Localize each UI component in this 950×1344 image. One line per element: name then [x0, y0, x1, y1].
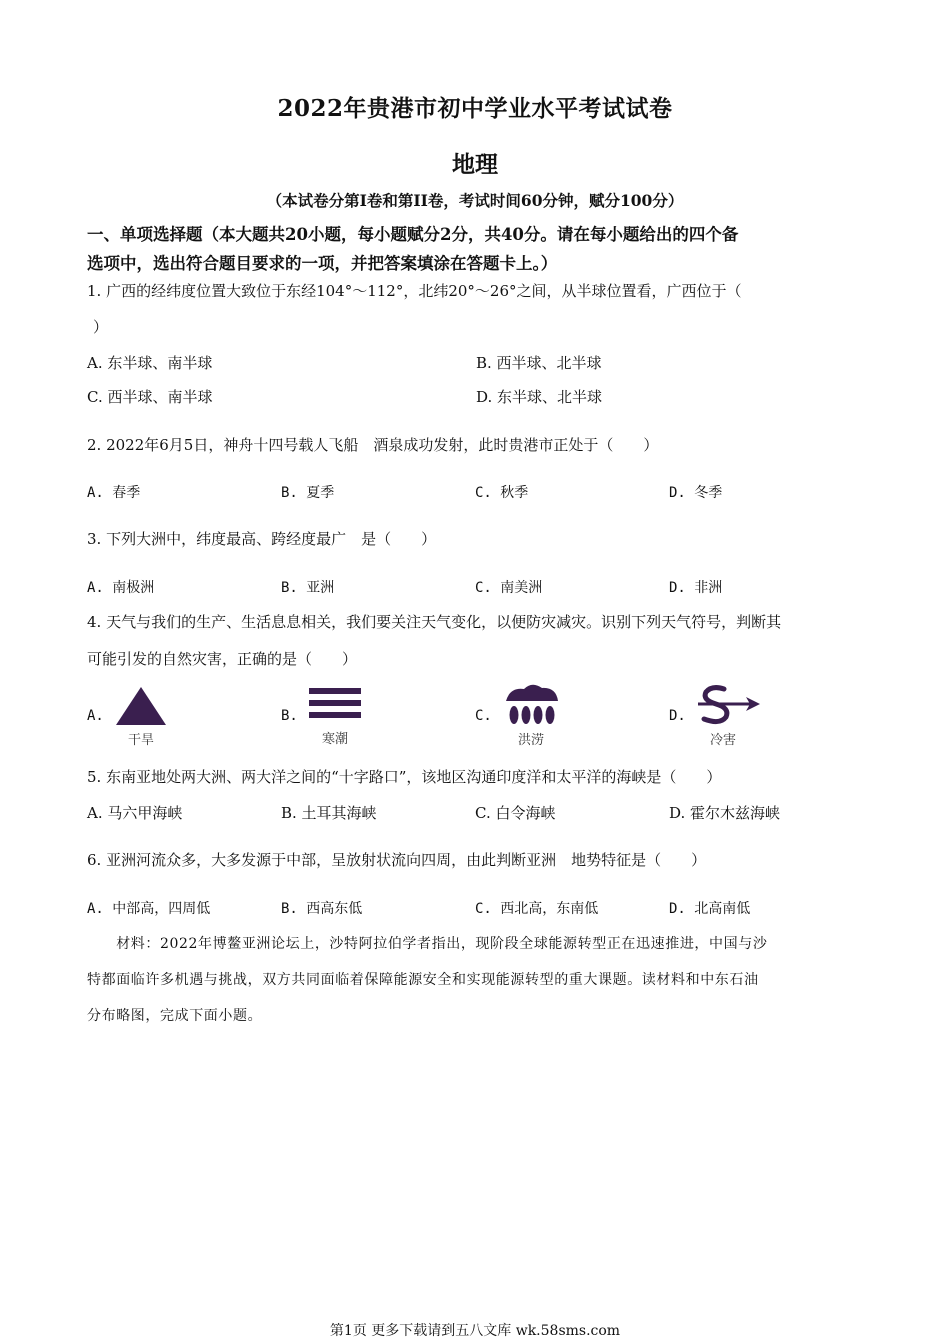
q2-option-b[interactable]: B. 夏季	[281, 485, 335, 501]
q6-option-d[interactable]: D. 北高南低	[669, 901, 751, 917]
symbol-label-flood: 洪涝	[517, 733, 544, 748]
section-heading-line1: 一、单项选择题（本大题共20小题，每小题赋分2分，共40分。请在每小题给出的四个备	[87, 225, 739, 244]
question-5-text: 5. 东南亚地处两大洲、两大洋之间的“十字路口”，该地区沟通印度洋和太平洋的海峡是（ ）	[87, 768, 722, 786]
q3-option-c[interactable]: C. 南美洲	[475, 580, 543, 596]
q6-option-c[interactable]: C. 西北高，东南低	[475, 901, 599, 917]
q3-option-b[interactable]: B. 亚洲	[281, 580, 335, 596]
q1-option-a[interactable]: A. 东半球、南半球	[87, 354, 213, 372]
question-1-text: 1. 广西的经纬度位置大致位于东经104°～112°，北纬20°～26°之间，从半球位置看，广西位于（	[87, 282, 742, 300]
frost-arrow-icon	[694, 683, 764, 731]
symbol-label-frost: 冷害	[709, 733, 736, 748]
q2-option-c[interactable]: C. 秋季	[475, 485, 529, 501]
exam-note: （本试卷分第I卷和第II卷，考试时间60分钟，赋分100分）	[266, 191, 684, 210]
q1-option-c[interactable]: C. 西半球、南半球	[87, 388, 213, 406]
page-footer: 第1页 更多下载请到五八文库 wk.58sms.com	[329, 1323, 621, 1339]
q3-option-a[interactable]: A. 南极洲	[87, 580, 155, 596]
flood-rain-icon	[502, 683, 562, 731]
symbol-label-drought: 干旱	[127, 733, 154, 748]
material-line-1: 材料：2022年博鳌亚洲论坛上，沙特阿拉伯学者指出，现阶段全球能源转型正在迅速推进，中国与沙	[87, 936, 768, 952]
material-line-2: 特都面临许多机遇与挑战，双方共同面临着保障能源安全和实现能源转型的重大课题。读材料和中东石油	[87, 972, 759, 988]
q2-option-d[interactable]: D. 冬季	[669, 485, 723, 501]
question-1-text-cont: ）	[93, 318, 109, 336]
q1-option-b[interactable]: B. 西半球、北半球	[476, 354, 602, 372]
q2-option-a[interactable]: A. 春季	[87, 485, 141, 501]
q4-option-b[interactable]: B.	[281, 708, 298, 724]
q5-option-b[interactable]: B. 土耳其海峡	[281, 804, 377, 822]
q5-option-a[interactable]: A. 马六甲海峡	[87, 804, 183, 822]
subject-heading: 地理	[452, 151, 498, 178]
q5-option-c[interactable]: C. 白令海峡	[475, 804, 556, 822]
question-4-text-cont: 可能引发的自然灾害，正确的是（ ）	[87, 650, 358, 668]
q4-option-d[interactable]: D.	[669, 708, 686, 724]
symbol-label-cold-wave: 寒潮	[321, 732, 348, 747]
q4-option-a[interactable]: A.	[87, 708, 104, 724]
q6-option-a[interactable]: A. 中部高，四周低	[87, 901, 211, 917]
section-heading-line2: 选项中，选出符合题目要求的一项，并把答案填涂在答题卡上。）	[87, 254, 558, 273]
drought-triangle-icon	[113, 685, 169, 731]
q6-option-b[interactable]: B. 西高东低	[281, 901, 363, 917]
question-6-text: 6. 亚洲河流众多，大多发源于中部，呈放射状流向四周，由此判断亚洲 地势特征是（ ）	[87, 851, 707, 869]
q3-option-d[interactable]: D. 非洲	[669, 580, 723, 596]
q4-option-c[interactable]: C.	[475, 708, 492, 724]
cold-wave-bars-icon	[307, 687, 363, 725]
q5-option-d[interactable]: D. 霍尔木兹海峡	[669, 804, 781, 822]
q1-option-d[interactable]: D. 东半球、北半球	[476, 388, 603, 406]
question-2-text: 2. 2022年6月5日，神舟十四号载人飞船 酒泉成功发射，此时贵港市正处于（ ）	[87, 436, 659, 454]
exam-title: 2022年贵港市初中学业水平考试试卷	[277, 95, 673, 122]
question-3-text: 3. 下列大洲中，纬度最高、跨经度最广 是（ ）	[87, 530, 437, 548]
question-4-text: 4. 天气与我们的生产、生活息息相关，我们要关注天气变化，以便防灾减灾。识别下列天气符号，判断其	[87, 613, 782, 631]
material-line-3: 分布略图，完成下面小题。	[87, 1008, 263, 1024]
